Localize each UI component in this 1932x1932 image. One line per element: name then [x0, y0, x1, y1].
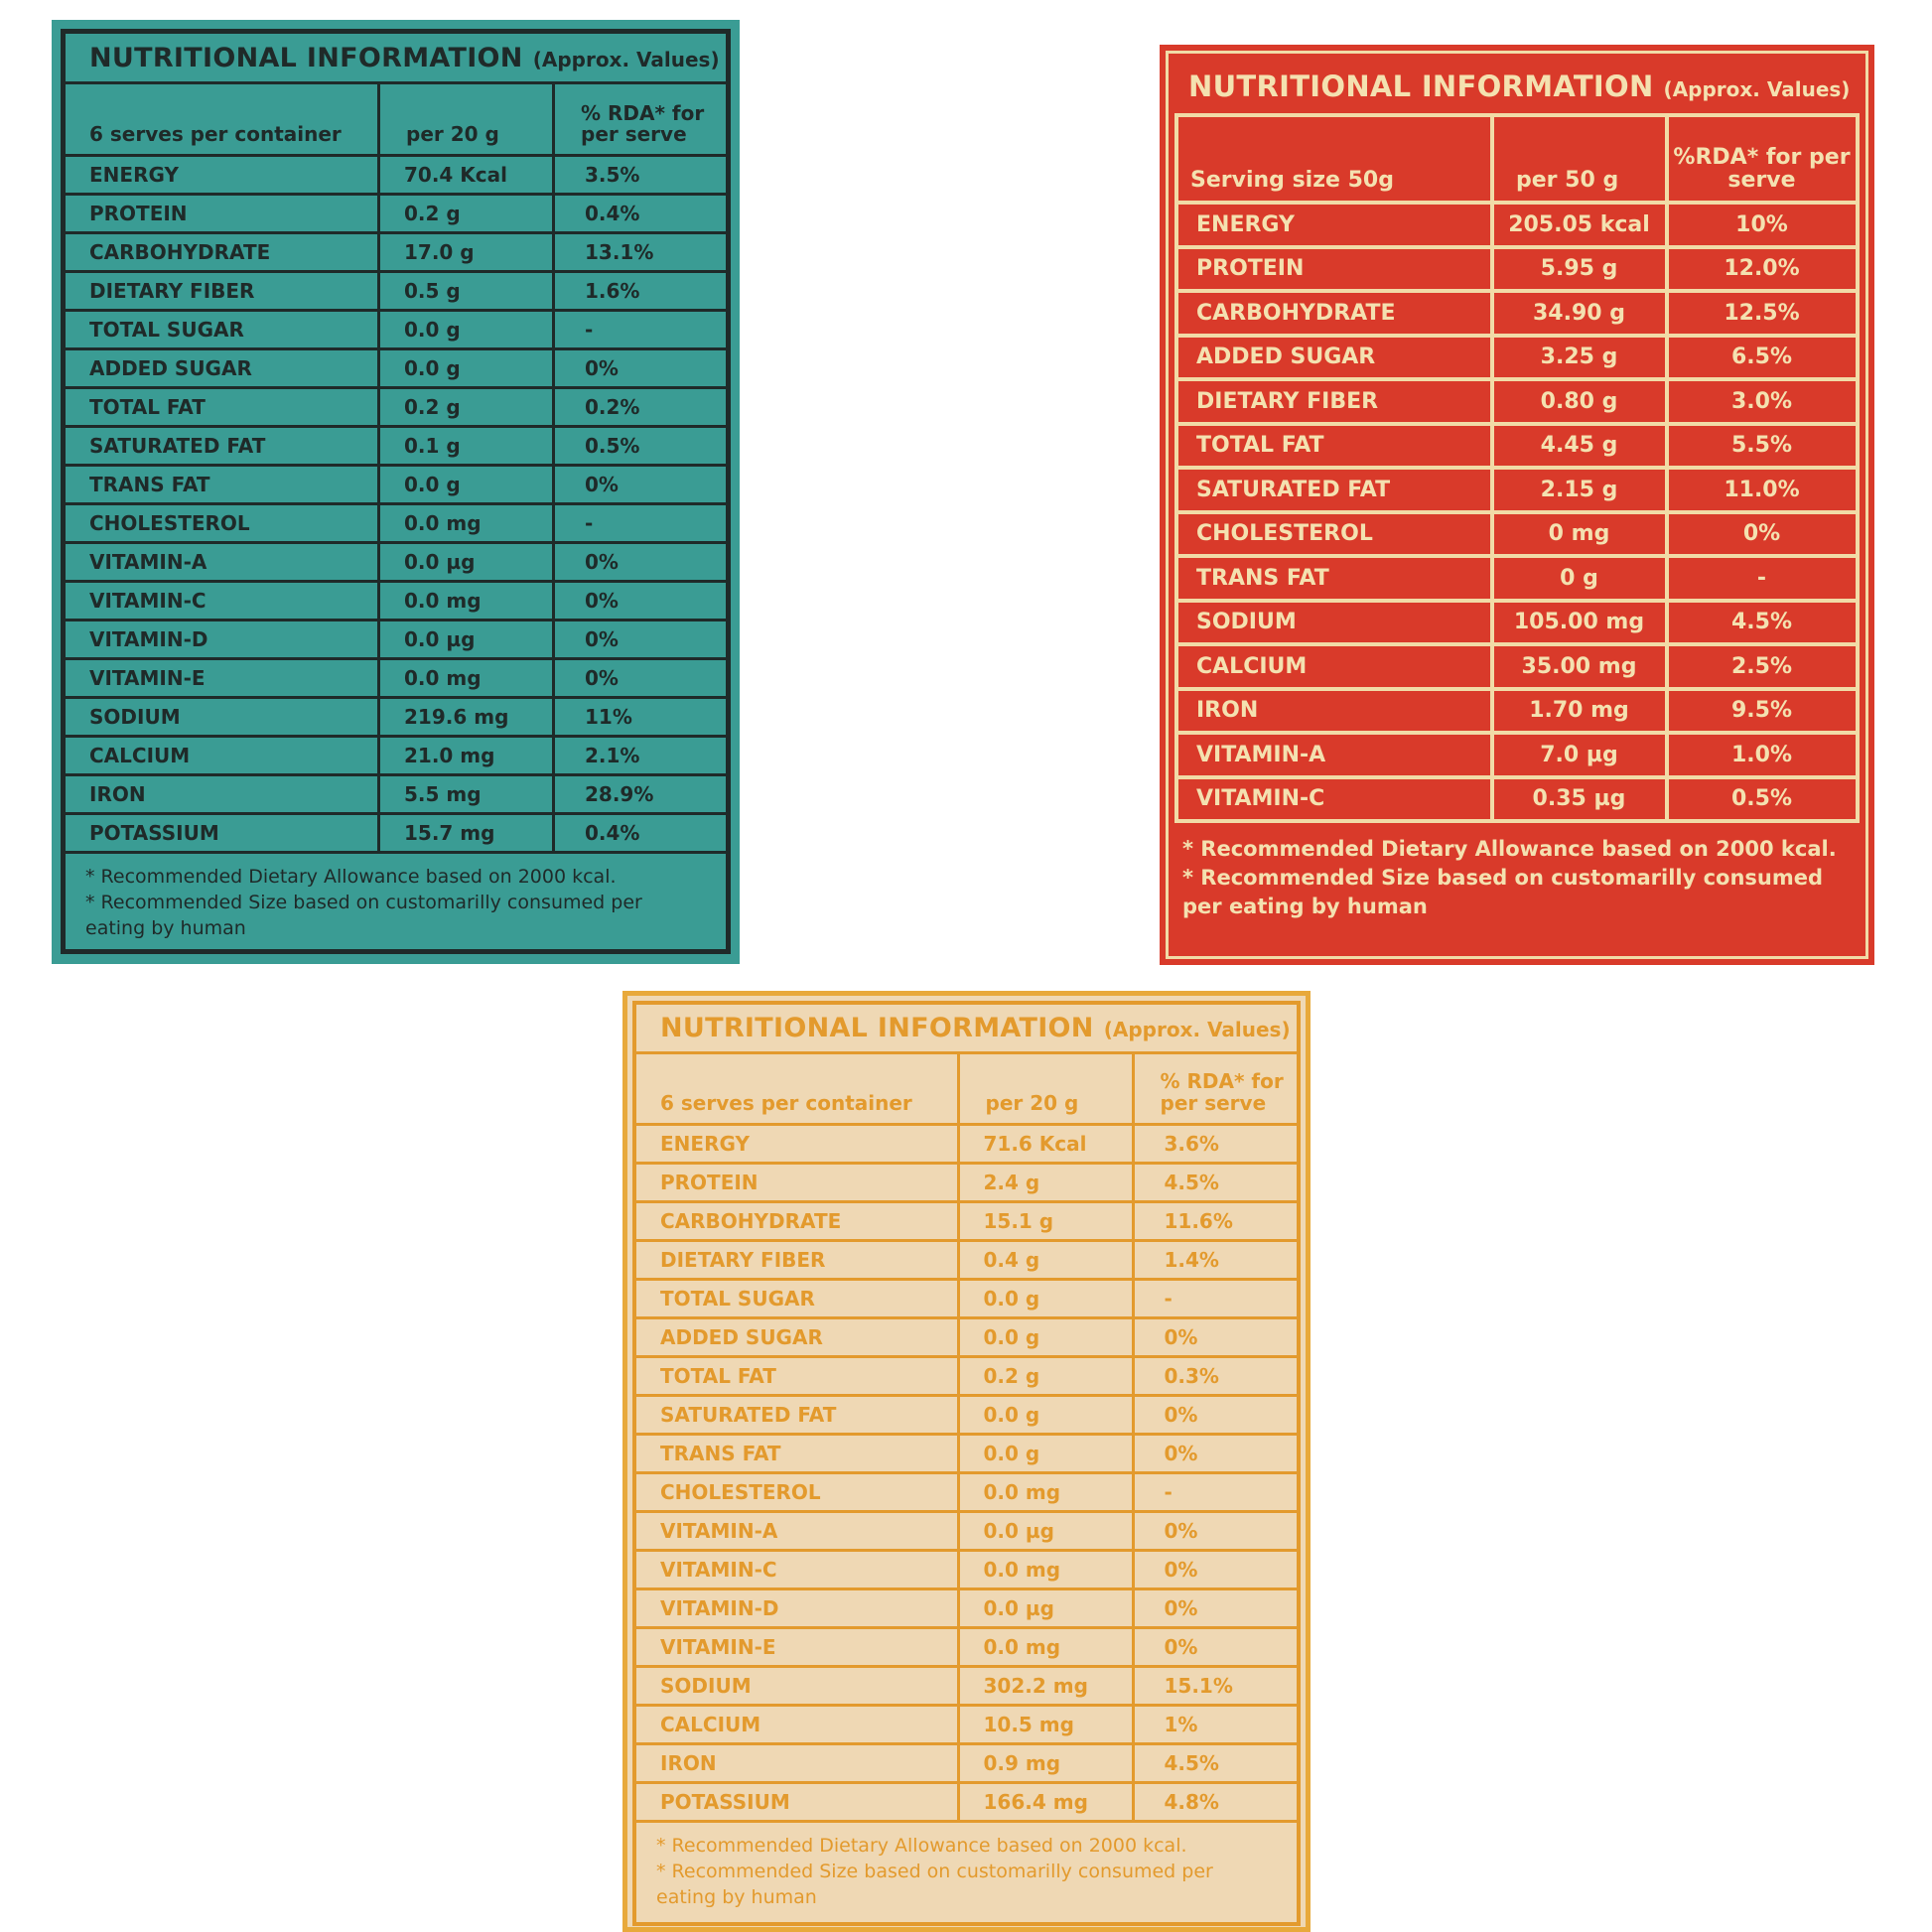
- nutrient-row: [64, 349, 729, 388]
- nutrient-rda: 0%: [554, 621, 729, 659]
- nutrient-name: VITAMIN-A: [634, 1511, 958, 1550]
- nutrient-name: TOTAL FAT: [634, 1356, 958, 1395]
- nutrient-row: [64, 233, 729, 272]
- nutrient-row: [634, 1317, 1299, 1356]
- nutrient-rda: 0%: [554, 466, 729, 504]
- nutrient-row: [634, 1240, 1299, 1279]
- nutrient-name: CALCIUM: [64, 737, 379, 775]
- nutrient-amount: 0.0 g: [379, 466, 554, 504]
- nutrient-rda: 0.5%: [1667, 777, 1858, 822]
- column-header: per 50 g: [1492, 115, 1667, 203]
- nutrient-rda: 3.5%: [554, 156, 729, 195]
- footnote: * Recommended Dietary Allowance based on 2000 kcal.: [85, 866, 617, 888]
- nutrient-row: [64, 814, 729, 853]
- nutrient-amount: 0 mg: [1492, 512, 1667, 557]
- header-row: [1176, 115, 1858, 203]
- footnote: * Recommended Size based on customarilly consumed per eating by human: [85, 892, 642, 940]
- nutrient-amount: 0.0 g: [958, 1395, 1133, 1434]
- nutrient-name: PROTEIN: [634, 1163, 958, 1201]
- footnote: * Recommended Dietary Allowance based on 2000 kcal.: [1182, 837, 1837, 861]
- nutrient-amount: 0.2 g: [958, 1356, 1133, 1395]
- nutrient-name: TOTAL SUGAR: [634, 1279, 958, 1317]
- nutrient-name: CARBOHYDRATE: [634, 1201, 958, 1240]
- nutrient-amount: 0.0 mg: [958, 1472, 1133, 1511]
- nutrient-row: [1176, 733, 1858, 777]
- nutrient-rda: 3.0%: [1667, 379, 1858, 424]
- nutrient-row: [64, 195, 729, 233]
- nutrient-row: [1176, 556, 1858, 601]
- nutrient-name: CHOLESTEROL: [634, 1472, 958, 1511]
- nutrient-amount: 2.15 g: [1492, 468, 1667, 512]
- nutrient-rda: 0%: [1133, 1317, 1299, 1356]
- nutrient-rda: 0%: [1133, 1395, 1299, 1434]
- nutrient-name: VITAMIN-C: [64, 582, 379, 621]
- nutrient-name: IRON: [64, 775, 379, 814]
- nutrient-name: DIETARY FIBER: [64, 272, 379, 311]
- nutrient-rda: 1.0%: [1667, 733, 1858, 777]
- nutrient-row: [64, 659, 729, 698]
- nutrient-amount: 0.0 µg: [958, 1588, 1133, 1627]
- nutrient-amount: 0.0 g: [379, 311, 554, 349]
- nutrient-row: [634, 1511, 1299, 1550]
- nutrient-name: ENERGY: [64, 156, 379, 195]
- nutrient-row: [634, 1782, 1299, 1821]
- nutrient-rda: -: [554, 504, 729, 543]
- nutrient-row: [64, 621, 729, 659]
- nutrient-name: CHOLESTEROL: [64, 504, 379, 543]
- nutrient-amount: 0.0 mg: [958, 1550, 1133, 1588]
- nutrient-row: [64, 311, 729, 349]
- nutrient-name: SATURATED FAT: [634, 1395, 958, 1434]
- nutrient-rda: 5.5%: [1667, 424, 1858, 469]
- nutrient-amount: 0.0 mg: [379, 504, 554, 543]
- nutrient-name: DIETARY FIBER: [634, 1240, 958, 1279]
- footnotes: [1176, 821, 1858, 935]
- footnotes: [64, 853, 729, 952]
- nutrient-row: [634, 1588, 1299, 1627]
- nutrient-rda: 0%: [1133, 1434, 1299, 1472]
- nutrient-amount: 0 g: [1492, 556, 1667, 601]
- nutrient-name: CARBOHYDRATE: [1176, 291, 1492, 336]
- title-text: NUTRITIONAL INFORMATION: [660, 1012, 1094, 1043]
- nutrient-name: SATURATED FAT: [64, 427, 379, 466]
- nutrient-name: VITAMIN-A: [64, 543, 379, 582]
- nutrient-amount: 15.1 g: [958, 1201, 1133, 1240]
- nutrient-amount: 17.0 g: [379, 233, 554, 272]
- nutrient-row: [634, 1627, 1299, 1666]
- nutrient-row: [634, 1743, 1299, 1782]
- nutrient-amount: 2.4 g: [958, 1163, 1133, 1201]
- nutrient-row: [634, 1279, 1299, 1317]
- nutrient-amount: 105.00 mg: [1492, 601, 1667, 645]
- nutrient-name: SATURATED FAT: [1176, 468, 1492, 512]
- nutrient-name: VITAMIN-E: [64, 659, 379, 698]
- footnote: * Recommended Size based on customarilly consumed per eating by human: [656, 1860, 1213, 1908]
- nutrient-amount: 0.0 g: [958, 1434, 1133, 1472]
- panel-title: [64, 32, 729, 83]
- nutrient-amount: 1.70 mg: [1492, 689, 1667, 734]
- nutrient-row: [64, 388, 729, 427]
- nutrient-name: IRON: [1176, 689, 1492, 734]
- nutrient-amount: 0.0 mg: [958, 1627, 1133, 1666]
- nutrient-row: [1176, 689, 1858, 734]
- column-header: 6 serves per container: [634, 1052, 958, 1124]
- nutrient-name: SODIUM: [64, 698, 379, 737]
- nutrient-rda: 4.5%: [1667, 601, 1858, 645]
- nutrient-amount: 0.2 g: [379, 388, 554, 427]
- nutrient-amount: 21.0 mg: [379, 737, 554, 775]
- nutrient-rda: 0%: [554, 543, 729, 582]
- nutrient-rda: 4.5%: [1133, 1163, 1299, 1201]
- nutrient-row: [64, 582, 729, 621]
- nutrient-row: [64, 272, 729, 311]
- nutrient-name: TRANS FAT: [64, 466, 379, 504]
- nutrient-rda: 0%: [554, 349, 729, 388]
- nutrient-rda: 1%: [1133, 1705, 1299, 1743]
- nutrient-name: VITAMIN-D: [634, 1588, 958, 1627]
- nutrition-panel-teal: [52, 20, 740, 964]
- nutrient-rda: 28.9%: [554, 775, 729, 814]
- title-text: NUTRITIONAL INFORMATION: [1188, 69, 1654, 103]
- nutrient-amount: 0.0 g: [379, 349, 554, 388]
- nutrient-amount: 4.45 g: [1492, 424, 1667, 469]
- nutrient-amount: 70.4 Kcal: [379, 156, 554, 195]
- footnotes: [634, 1821, 1299, 1924]
- title-row: [64, 32, 729, 83]
- nutrient-name: PROTEIN: [64, 195, 379, 233]
- nutrient-rda: 6.5%: [1667, 336, 1858, 380]
- nutrient-rda: 0%: [1133, 1627, 1299, 1666]
- nutrient-name: CHOLESTEROL: [1176, 512, 1492, 557]
- nutrient-name: VITAMIN-C: [634, 1550, 958, 1588]
- nutrient-name: TOTAL FAT: [1176, 424, 1492, 469]
- nutrient-name: TRANS FAT: [1176, 556, 1492, 601]
- nutrient-amount: 10.5 mg: [958, 1705, 1133, 1743]
- nutrient-row: [1176, 777, 1858, 822]
- nutrient-amount: 302.2 mg: [958, 1666, 1133, 1705]
- nutrient-amount: 0.0 mg: [379, 659, 554, 698]
- column-header: % RDA* for per serve: [1133, 1052, 1299, 1124]
- subtitle-text: (Approx. Values): [1663, 77, 1851, 101]
- nutrient-amount: 219.6 mg: [379, 698, 554, 737]
- nutrient-name: SODIUM: [634, 1666, 958, 1705]
- panel-inner-frame: [1166, 51, 1868, 959]
- nutrient-row: [1176, 203, 1858, 247]
- nutrient-name: TOTAL SUGAR: [64, 311, 379, 349]
- nutrient-name: ADDED SUGAR: [64, 349, 379, 388]
- subtitle-text: (Approx. Values): [1103, 1017, 1291, 1041]
- nutrient-name: VITAMIN-C: [1176, 777, 1492, 822]
- nutrient-name: CARBOHYDRATE: [64, 233, 379, 272]
- nutrient-rda: 11.6%: [1133, 1201, 1299, 1240]
- nutrient-row: [1176, 601, 1858, 645]
- nutrient-amount: 3.25 g: [1492, 336, 1667, 380]
- nutrient-row: [634, 1666, 1299, 1705]
- nutrient-amount: 71.6 Kcal: [958, 1124, 1133, 1163]
- nutrient-row: [1176, 468, 1858, 512]
- subtitle-text: (Approx. Values): [532, 47, 720, 71]
- nutrient-amount: 0.80 g: [1492, 379, 1667, 424]
- nutrient-rda: 2.1%: [554, 737, 729, 775]
- nutrient-amount: 0.0 µg: [958, 1511, 1133, 1550]
- nutrition-panel-orange: [622, 991, 1311, 1932]
- nutrient-amount: 0.2 g: [379, 195, 554, 233]
- nutrient-row: [64, 504, 729, 543]
- nutrient-rda: 9.5%: [1667, 689, 1858, 734]
- nutrient-rda: -: [554, 311, 729, 349]
- nutrient-rda: 15.1%: [1133, 1666, 1299, 1705]
- nutrient-name: IRON: [634, 1743, 958, 1782]
- column-header: per 20 g: [379, 83, 554, 156]
- column-header: % RDA* for per serve: [554, 83, 729, 156]
- nutrient-row: [1176, 512, 1858, 557]
- nutrient-row: [634, 1395, 1299, 1434]
- nutrient-rda: 1.4%: [1133, 1240, 1299, 1279]
- nutrient-row: [634, 1163, 1299, 1201]
- nutrient-amount: 0.0 g: [958, 1317, 1133, 1356]
- nutrient-rda: 0%: [554, 659, 729, 698]
- nutrient-name: POTASSIUM: [64, 814, 379, 853]
- nutrient-rda: 0.5%: [554, 427, 729, 466]
- nutrient-rda: 0.4%: [554, 195, 729, 233]
- nutrient-row: [634, 1124, 1299, 1163]
- nutrient-amount: 0.9 mg: [958, 1743, 1133, 1782]
- nutrient-rda: 0.2%: [554, 388, 729, 427]
- nutrient-row: [64, 427, 729, 466]
- nutrient-amount: 0.0 µg: [379, 543, 554, 582]
- nutrient-amount: 0.35 µg: [1492, 777, 1667, 822]
- nutrient-rda: 12.0%: [1667, 247, 1858, 292]
- nutrient-row: [1176, 247, 1858, 292]
- nutrient-amount: 15.7 mg: [379, 814, 554, 853]
- nutrient-row: [64, 466, 729, 504]
- nutrient-row: [634, 1472, 1299, 1511]
- nutrient-name: TRANS FAT: [634, 1434, 958, 1472]
- nutrient-name: VITAMIN-E: [634, 1627, 958, 1666]
- nutrition-panel-red: [1160, 45, 1874, 965]
- nutrient-name: ENERGY: [1176, 203, 1492, 247]
- panel-title: [634, 1003, 1299, 1052]
- nutrient-rda: 0%: [554, 582, 729, 621]
- nutrient-rda: 3.6%: [1133, 1124, 1299, 1163]
- nutrient-row: [64, 775, 729, 814]
- nutrient-rda: 11.0%: [1667, 468, 1858, 512]
- nutrient-amount: 0.0 mg: [379, 582, 554, 621]
- nutrient-amount: 0.1 g: [379, 427, 554, 466]
- nutrient-row: [634, 1705, 1299, 1743]
- nutrition-table: [632, 1001, 1301, 1926]
- nutrient-row: [634, 1550, 1299, 1588]
- nutrient-row: [1176, 644, 1858, 689]
- nutrient-name: ADDED SUGAR: [1176, 336, 1492, 380]
- nutrient-name: CALCIUM: [1176, 644, 1492, 689]
- footnote-row: [1176, 821, 1858, 935]
- nutrient-rda: 4.5%: [1133, 1743, 1299, 1782]
- nutrient-name: TOTAL FAT: [64, 388, 379, 427]
- column-header: Serving size 50g: [1176, 115, 1492, 203]
- nutrient-amount: 205.05 kcal: [1492, 203, 1667, 247]
- nutrient-rda: 10%: [1667, 203, 1858, 247]
- footnote-row: [634, 1821, 1299, 1924]
- nutrient-row: [1176, 336, 1858, 380]
- nutrient-name: DIETARY FIBER: [1176, 379, 1492, 424]
- nutrient-rda: 11%: [554, 698, 729, 737]
- nutrient-rda: 4.8%: [1133, 1782, 1299, 1821]
- nutrient-row: [1176, 291, 1858, 336]
- nutrient-rda: 12.5%: [1667, 291, 1858, 336]
- nutrient-row: [64, 737, 729, 775]
- nutrient-name: VITAMIN-D: [64, 621, 379, 659]
- title-row: [1176, 60, 1858, 115]
- nutrient-row: [1176, 424, 1858, 469]
- nutrient-amount: 0.5 g: [379, 272, 554, 311]
- column-header: 6 serves per container: [64, 83, 379, 156]
- nutrient-amount: 166.4 mg: [958, 1782, 1133, 1821]
- nutrient-name: CALCIUM: [634, 1705, 958, 1743]
- nutrient-row: [634, 1356, 1299, 1395]
- footnote-row: [64, 853, 729, 952]
- nutrient-rda: 0%: [1133, 1588, 1299, 1627]
- nutrition-table: [1174, 60, 1860, 935]
- nutrient-amount: 34.90 g: [1492, 291, 1667, 336]
- footnote: * Recommended Size based on customarilly consumed per eating by human: [1182, 865, 1824, 918]
- nutrition-table: [61, 29, 731, 954]
- nutrient-rda: -: [1133, 1472, 1299, 1511]
- nutrient-name: ADDED SUGAR: [634, 1317, 958, 1356]
- nutrient-amount: 5.95 g: [1492, 247, 1667, 292]
- nutrient-rda: 0%: [1133, 1511, 1299, 1550]
- header-row: [64, 83, 729, 156]
- nutrient-name: VITAMIN-A: [1176, 733, 1492, 777]
- title-text: NUTRITIONAL INFORMATION: [89, 42, 523, 73]
- nutrient-name: ENERGY: [634, 1124, 958, 1163]
- panel-title: [1176, 60, 1858, 115]
- nutrient-rda: 13.1%: [554, 233, 729, 272]
- nutrient-row: [1176, 379, 1858, 424]
- nutrient-rda: 0.3%: [1133, 1356, 1299, 1395]
- nutrient-name: PROTEIN: [1176, 247, 1492, 292]
- nutrient-row: [64, 543, 729, 582]
- nutrient-amount: 35.00 mg: [1492, 644, 1667, 689]
- nutrient-row: [64, 698, 729, 737]
- nutrient-amount: 7.0 µg: [1492, 733, 1667, 777]
- nutrient-rda: 0.4%: [554, 814, 729, 853]
- nutrient-rda: 0%: [1133, 1550, 1299, 1588]
- nutrient-rda: -: [1667, 556, 1858, 601]
- title-row: [634, 1003, 1299, 1052]
- nutrient-rda: 1.6%: [554, 272, 729, 311]
- column-header: %RDA* for per serve: [1667, 115, 1858, 203]
- nutrient-amount: 0.0 g: [958, 1279, 1133, 1317]
- nutrient-row: [634, 1434, 1299, 1472]
- nutrient-rda: 0%: [1667, 512, 1858, 557]
- nutrient-rda: -: [1133, 1279, 1299, 1317]
- nutrient-rda: 2.5%: [1667, 644, 1858, 689]
- nutrient-name: SODIUM: [1176, 601, 1492, 645]
- footnote: * Recommended Dietary Allowance based on 2000 kcal.: [656, 1834, 1187, 1857]
- nutrient-amount: 0.0 µg: [379, 621, 554, 659]
- nutrient-amount: 0.4 g: [958, 1240, 1133, 1279]
- nutrient-row: [634, 1201, 1299, 1240]
- column-header: per 20 g: [958, 1052, 1133, 1124]
- nutrient-amount: 5.5 mg: [379, 775, 554, 814]
- nutrient-row: [64, 156, 729, 195]
- nutrient-name: POTASSIUM: [634, 1782, 958, 1821]
- header-row: [634, 1052, 1299, 1124]
